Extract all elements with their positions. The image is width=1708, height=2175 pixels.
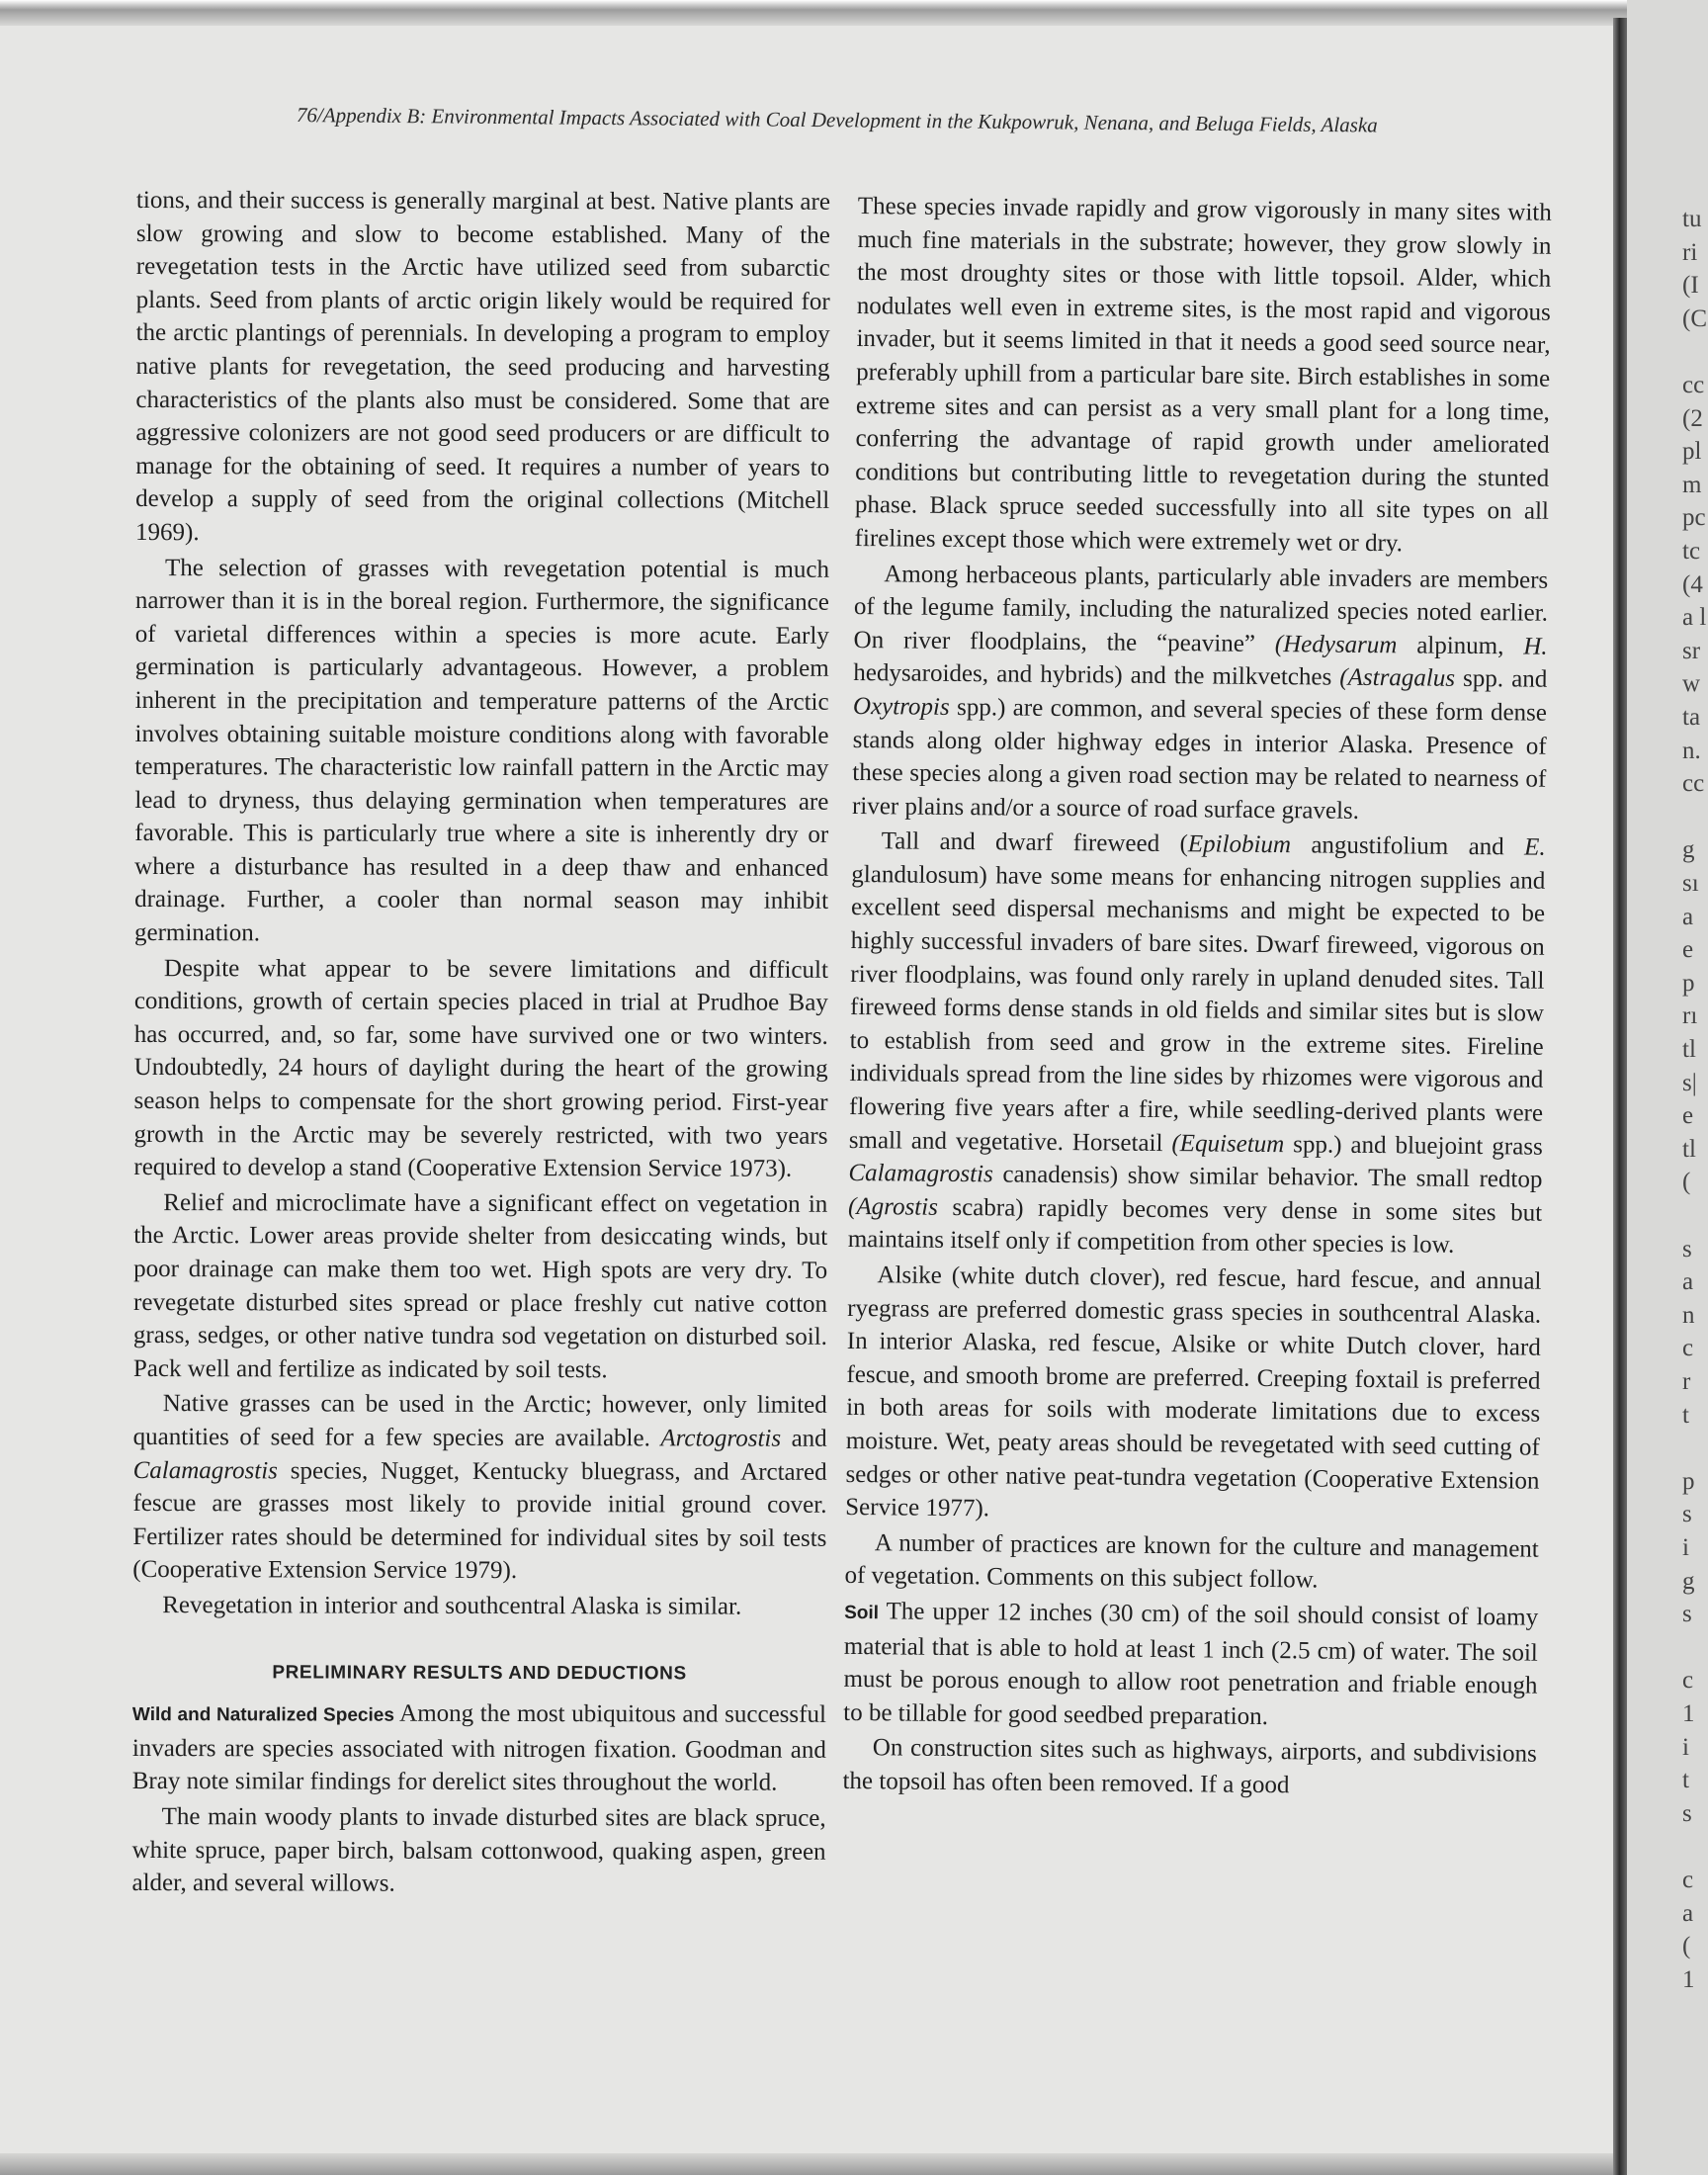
facing-page-fragment: pl — [1682, 438, 1702, 466]
facing-page-fragment: r — [1682, 1368, 1691, 1395]
facing-page-fragment: tu — [1682, 206, 1702, 232]
facing-page-fragment: sr — [1682, 637, 1701, 664]
facing-page-fragment: a — [1682, 1899, 1694, 1927]
facing-page-fragment: tl — [1682, 1036, 1696, 1063]
facing-page-fragment: p — [1682, 1467, 1695, 1495]
facing-page-fragment: p — [1682, 969, 1695, 997]
paragraph: A number of practices are known for the culture and management of vegetation. Comments on this subject follow. — [844, 1528, 1539, 1594]
facing-page-fragment: s — [1682, 1501, 1692, 1528]
facing-page-fragment: g — [1682, 1567, 1695, 1595]
paragraph: Despite what appear to be severe limitations and difficult conditions, growth of certain species placed in trial at Prudhoe Bay has occurred, and, so far, some have survived one or two winters. Undoubtedly, 24 hours of daylight during the heart of the growing season helps to compensate for the short growing period. First-year growth in the Arctic may be severely restricted, with two years required to develop a stand (Cooperative Extension Service 1973). — [133, 954, 828, 1182]
facing-page-fragment: cc — [1682, 372, 1705, 398]
facing-page-fragment: c — [1682, 1667, 1694, 1695]
paragraph: Soil The upper 12 inches (30 cm) of the soil should consist of loamy material that is able to hold at least 1 inch (2.5 cm) of water. The soil must be porous enough to allow root penetration and friable enough to be tillable for good seedbed preparation. — [843, 1598, 1539, 1730]
book-spine-shadow — [1613, 18, 1627, 2175]
paragraph: Tall and dwarf fireweed (Epilobium angustifolium and E. glandulosum) have some means for enhancing nitrogen supplies and excellent seed dispersal mechanisms and might be expected to be highly successful invaders of bare sites. Dwarf fireweed, vigorous on river floodplains, was found only rarely in upland denuded sites. Tall fireweed forms dense stands in old fields and similar sites but is slow to establish from seed and grow in the extreme sites. Fireline individuals spread from the line sides by rhizomes were vigorous and flowering five years after a fire, while seedling-derived plants were small and vegetative. Horsetail (Equisetum spp.) and bluejoint grass Calamagrostis canadensis) show similar behavior. The small redtop (Agrostis scabra) rapidly becomes very dense in some sites but maintains itself only if competition from other species is low. — [847, 827, 1546, 1260]
facing-page-fragment: tc — [1682, 538, 1701, 565]
facing-page-fragment: m — [1682, 471, 1702, 498]
facing-page-fragment: ( — [1682, 1933, 1691, 1960]
facing-page-fragment: t — [1682, 1401, 1689, 1429]
facing-page-fragment: (I — [1682, 272, 1699, 300]
facing-page-fragment: sı — [1682, 870, 1699, 897]
facing-page-fragment: n. — [1682, 737, 1701, 764]
facing-page-fragment: 1 — [1682, 1700, 1695, 1727]
facing-page-fragment: 1 — [1682, 1965, 1695, 1993]
facing-page-fragment: (2 — [1682, 404, 1703, 432]
facing-page-fragment: t — [1682, 1767, 1689, 1794]
facing-page-fragment: c — [1682, 1867, 1694, 1893]
paragraph: Wild and Naturalized Species Among the most ubiquitous and successful invaders are species associated with nitrogen fixation. Goodman and Bray note similar findings for derelict sites throughout the world. — [131, 1699, 826, 1797]
facing-page-fragment: (4 — [1682, 570, 1703, 598]
facing-page-fragment: ri — [1682, 238, 1698, 266]
facing-page-fragment: ta — [1682, 704, 1701, 731]
paragraph: These species invade rapidly and grow vigorously in many sites with much fine materials in the substrate; however, they grow slowly in the most droughty sites or those with little topsoil. Alder, which nodulates well even in extreme sites, is the most rapid and vigorous invader, but it seems limited in that it needs a good seed source near, preferably uphill from a particular bare site. Birch establishes in some extreme sites and can persist as a very small plant for a long time, conferring the advantage of rapid growth under ameliorated conditions but contributing little to revegetation during the stunted phase. Black spruce seeded successfully into all site types on all firelines except those which were extremely wet or dry. — [854, 192, 1552, 558]
paragraph: The selection of grasses with revegetation potential is much narrower than it is in the boreal region. Furthermore, the significance of varietal differences within a species is more acute. Early germination is particularly advantageous. However, a problem inherent in the precipitation and temperature patterns of the Arctic involves obtaining suitable moisture conditions along with favorable temperatures. The characteristic low rainfall pattern in the Arctic may lead to dryness, thus delaying germination when temperatures are favorable. This is particularly true where a site is inherently dry or where a disturbance has resulted in a deep thaw and enhanced drainage. Further, a cooler than normal season may inhibit germination. — [133, 554, 830, 947]
section-heading: PRELIMINARY RESULTS AND DEDUCTIONS — [272, 1661, 687, 1684]
facing-page-fragment: s — [1682, 1235, 1692, 1262]
paragraph: Among herbaceous plants, particularly able invaders are members of the legume family, including the naturalized species noted earlier. On river floodplains, the “peavine” (Hedysarum alpinum, H. hedysaroides, and hybrids) and the milkvetches (Astragalus spp. and Oxytropis spp.) are common, and several species of these form dense stands along older highway edges in interior Alaska. Presence of these species along a given road section may be related to nearness of river plains and/or a source of road surface gravels. — [851, 560, 1549, 825]
paragraph: Native grasses can be used in the Arctic; however, only limited quantities of seed for a few species are available. Arctogrostis and Calamagrostis species, Nugget, Kentucky bluegrass, and Arctared fescue are grasses most likely to provide initial ground cover. Fertilizer rates should be determined for individual sites by soil tests (Cooperative Extension Service 1979). — [132, 1390, 827, 1585]
run-in-heading: Wild and Naturalized Species — [131, 1704, 394, 1726]
paragraph: On construction sites such as highways, airports, and subdivisions the topsoil has often been removed. If a good — [842, 1734, 1537, 1799]
facing-page-fragment: s| — [1682, 1069, 1697, 1096]
paragraph: Alsike (white dutch clover), red fescue, hard fescue, and annual ryegrass are preferred domestic grass species in southcentral Alaska. In interior Alaska, red fescue, Alsike or white Dutch clover, hard fescue, and smooth brome are preferred. Creeping foxtail is preferred in both areas for soils with moderate limitations due to excess moisture. Wet, peaty areas should be revegetated with seed cutting of sedges or other native peat-tundra vegetation (Cooperative Extension Service 1977). — [845, 1262, 1542, 1522]
facing-page-fragment: a — [1682, 903, 1694, 930]
left-column — [131, 184, 830, 1904]
facing-page-fragment: w — [1682, 670, 1701, 698]
facing-page-fragment: g — [1682, 836, 1695, 864]
paragraph: The main woody plants to invade disturbed sites are black spruce, white spruce, paper birch, balsam cottonwood, quaking aspen, green alder, and several willows. — [131, 1802, 826, 1897]
paragraph: tions, and their success is generally marginal at best. Native plants are slow growing and slow to become established. Many of the revegetation tests in the Arctic have utilized seed from subarctic plants. Seed from plants of arctic origin likely would be required for the arctic plantings of perennials. In developing a program to employ native plants for revegetation, the seed producing and harvesting characteristics of the plants also must be considered. Some that are aggressive colonizers are not good seed producers or are difficult to manage for the obtaining of seed. It requires a number of years to develop a supply of seed from the original collections (Mitchell 1969). — [135, 186, 830, 547]
facing-page-fragment: tl — [1682, 1135, 1696, 1163]
facing-page-fragment: rı — [1682, 1002, 1698, 1030]
running-head: 76/Appendix B: Environmental Impacts Associated with Coal Development in the Kukpowruk, Nenana, and Beluga Fields, Alaska — [296, 103, 1378, 137]
facing-page-fragment: i — [1682, 1733, 1689, 1761]
facing-page-fragment: e — [1682, 936, 1694, 964]
facing-page-fragment: ( — [1682, 1169, 1691, 1196]
facing-page-fragment: s — [1682, 1799, 1692, 1827]
facing-page-fragment: pc — [1682, 504, 1706, 532]
facing-page-fragment: a — [1682, 1268, 1694, 1296]
facing-page-fragment: s — [1682, 1601, 1692, 1628]
facing-page-fragment: c — [1682, 1335, 1694, 1362]
right-column — [842, 190, 1552, 1806]
facing-page-strip — [1627, 0, 1708, 2175]
facing-page-fragment: (C — [1682, 304, 1707, 332]
run-in-heading: Soil — [844, 1602, 880, 1624]
paragraph: Relief and microclimate have a significant effect on vegetation in the Arctic. Lower areas provide shelter from desiccating winds, but poor drainage can make them too wet. High spots are very dry. To revegetate disturbed sites spread or place freshly cut native cotton grass, sedges, or other native tundra sod vegetation on disturbed soil. Pack well and fertilize as indicated by soil tests. — [132, 1188, 828, 1384]
facing-page-fragment: e — [1682, 1102, 1694, 1130]
facing-page-fragment: cc — [1682, 770, 1705, 798]
facing-page-fragment: n — [1682, 1301, 1695, 1329]
facing-page-fragment: a l — [1682, 604, 1707, 632]
paragraph: Revegetation in interior and southcentral Alaska is similar. — [162, 1592, 742, 1620]
facing-page-fragment: i — [1682, 1534, 1689, 1561]
page-bottom-edge — [0, 2153, 1613, 2175]
page-top-edge — [0, 0, 1708, 26]
